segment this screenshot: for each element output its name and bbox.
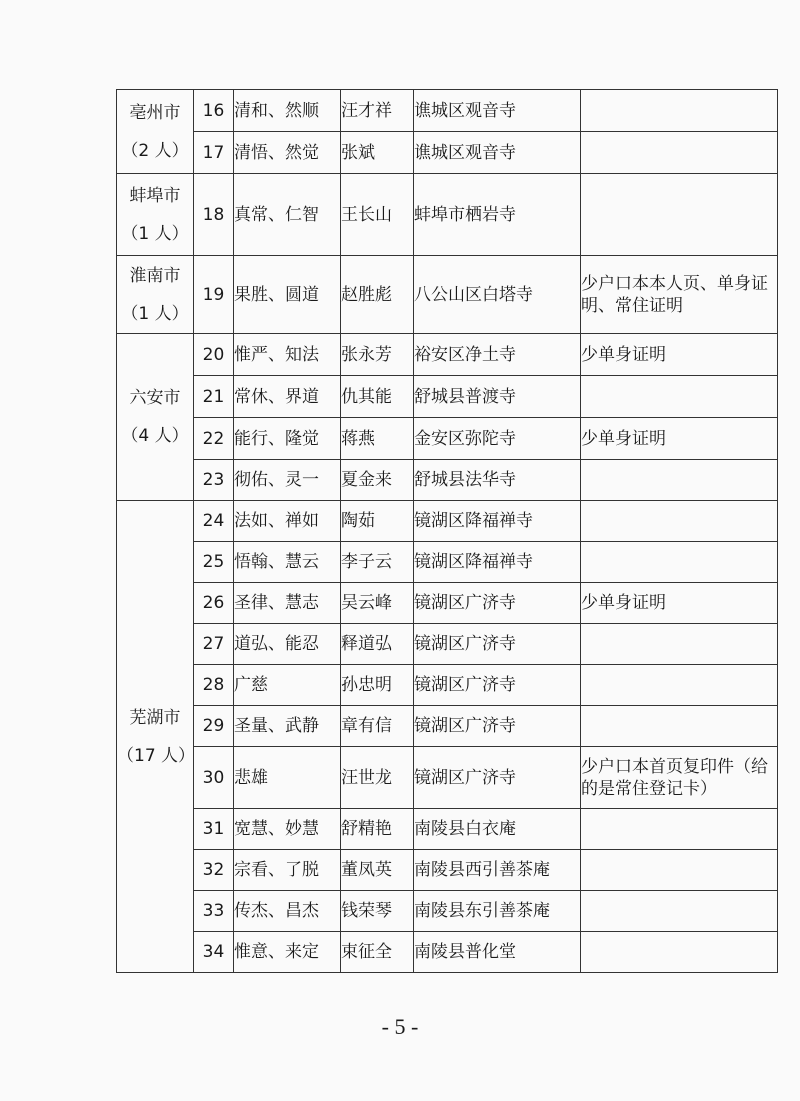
city-name: 亳州市: [129, 102, 181, 123]
table-row: [117, 376, 778, 418]
dharma-names: 广慈: [234, 665, 341, 706]
row-number: 30: [194, 747, 234, 809]
remark: [581, 90, 778, 132]
temple-name: 镜湖区广济寺: [414, 583, 581, 624]
city-count: （4 人）: [121, 426, 189, 446]
temple-name: 舒城县普渡寺: [414, 376, 581, 418]
remark: [581, 174, 778, 256]
lay-name: 吴云峰: [341, 583, 414, 624]
remark: [581, 624, 778, 665]
table-row: [117, 501, 778, 542]
row-number: 25: [194, 542, 234, 583]
dharma-names: 悟翰、慧云: [234, 542, 341, 583]
lay-name: 董凤英: [341, 850, 414, 891]
temple-name: 八公山区白塔寺: [414, 256, 581, 334]
lay-name: 孙忠明: [341, 665, 414, 706]
table-row: [117, 932, 778, 973]
row-number: 33: [194, 891, 234, 932]
row-number: 34: [194, 932, 234, 973]
remark: [581, 809, 778, 850]
lay-name: 束征全: [341, 932, 414, 973]
table-row: [117, 624, 778, 665]
city-name: 蚌埠市: [129, 185, 181, 206]
city-count: （2 人）: [121, 140, 189, 161]
temple-name: 金安区弥陀寺: [414, 418, 581, 460]
city-count: （1 人）: [121, 223, 189, 244]
table-row: [117, 583, 778, 624]
table-row: [117, 418, 778, 460]
row-number: 27: [194, 624, 234, 665]
city-name: 淮南市: [129, 265, 181, 286]
lay-name: 夏金来: [341, 460, 414, 501]
remark: [581, 932, 778, 973]
lay-name: 蒋燕: [341, 418, 414, 460]
remark: [581, 542, 778, 583]
row-number: 32: [194, 850, 234, 891]
row-number: 19: [194, 256, 234, 334]
row-number: 26: [194, 583, 234, 624]
dharma-names: 惟意、来定: [234, 932, 341, 973]
remark: [581, 376, 778, 418]
lay-name: 舒精艳: [341, 809, 414, 850]
table-row: [117, 706, 778, 747]
lay-name: 章有信: [341, 706, 414, 747]
temple-name: 蚌埠市栖岩寺: [414, 174, 581, 256]
row-number: 23: [194, 460, 234, 501]
dharma-names: 真常、仁智: [234, 174, 341, 256]
dharma-names: 彻佑、灵一: [234, 460, 341, 501]
city-count: （17 人）: [117, 745, 196, 766]
table-row: [117, 90, 778, 132]
city-count: （1 人）: [121, 303, 189, 324]
city-cell: [117, 334, 194, 501]
table-row: [117, 174, 778, 256]
lay-name: 张永芳: [341, 334, 414, 376]
temple-name: 南陵县西引善茶庵: [414, 850, 581, 891]
temple-name: 镜湖区广济寺: [414, 706, 581, 747]
lay-name: 赵胜彪: [341, 256, 414, 334]
table-row: [117, 891, 778, 932]
table-row: [117, 460, 778, 501]
dharma-names: 惟严、知法: [234, 334, 341, 376]
row-number: 17: [194, 132, 234, 174]
remark: 少单身证明: [581, 583, 778, 624]
temple-name: 镜湖区广济寺: [414, 624, 581, 665]
table-row: [117, 132, 778, 174]
dharma-names: 圣量、武静: [234, 706, 341, 747]
remark: [581, 706, 778, 747]
table-row: [117, 542, 778, 583]
remark: [581, 850, 778, 891]
dharma-names: 能行、隆觉: [234, 418, 341, 460]
city-name: 六安市: [129, 388, 181, 408]
remark: [581, 891, 778, 932]
temple-name: 镜湖区降福禅寺: [414, 501, 581, 542]
remark: 少单身证明: [581, 418, 778, 460]
row-number: 16: [194, 90, 234, 132]
lay-name: 李子云: [341, 542, 414, 583]
table-row: [117, 665, 778, 706]
remark: [581, 501, 778, 542]
temple-name: 南陵县白衣庵: [414, 809, 581, 850]
lay-name: 王长山: [341, 174, 414, 256]
dharma-names: 道弘、能忍: [234, 624, 341, 665]
city-name: 芜湖市: [129, 707, 181, 728]
temple-name: 谯城区观音寺: [414, 90, 581, 132]
lay-name: 汪世龙: [341, 747, 414, 809]
table-row: [117, 850, 778, 891]
temple-name: 镜湖区广济寺: [414, 747, 581, 809]
temple-name: 镜湖区广济寺: [414, 665, 581, 706]
ordination-roster-table: [116, 89, 778, 973]
table-row: [117, 809, 778, 850]
dharma-names: 清悟、然觉: [234, 132, 341, 174]
dharma-names: 清和、然顺: [234, 90, 341, 132]
page-number: - 5 -: [381, 1014, 419, 1039]
city-cell: [117, 501, 194, 973]
temple-name: 谯城区观音寺: [414, 132, 581, 174]
row-number: 29: [194, 706, 234, 747]
table-row: [117, 334, 778, 376]
remark: 少户口本本人页、单身证明、常住证明: [581, 256, 778, 334]
city-cell: [117, 256, 194, 334]
lay-name: 张斌: [341, 132, 414, 174]
dharma-names: 法如、禅如: [234, 501, 341, 542]
dharma-names: 果胜、圆道: [234, 256, 341, 334]
dharma-names: 宽慧、妙慧: [234, 809, 341, 850]
temple-name: 南陵县普化堂: [414, 932, 581, 973]
temple-name: 南陵县东引善茶庵: [414, 891, 581, 932]
row-number: 28: [194, 665, 234, 706]
remark: 少户口本首页复印件（给的是常住登记卡）: [581, 747, 778, 809]
temple-name: 裕安区净土寺: [414, 334, 581, 376]
remark: [581, 132, 778, 174]
row-number: 22: [194, 418, 234, 460]
row-number: 21: [194, 376, 234, 418]
temple-name: 镜湖区降福禅寺: [414, 542, 581, 583]
dharma-names: 传杰、昌杰: [234, 891, 341, 932]
dharma-names: 宗看、了脱: [234, 850, 341, 891]
row-number: 18: [194, 174, 234, 256]
row-number: 24: [194, 501, 234, 542]
dharma-names: 悲雄: [234, 747, 341, 809]
dharma-names: 圣律、慧志: [234, 583, 341, 624]
lay-name: 释道弘: [341, 624, 414, 665]
table-row: [117, 256, 778, 334]
lay-name: 钱荣琴: [341, 891, 414, 932]
temple-name: 舒城县法华寺: [414, 460, 581, 501]
remark: [581, 665, 778, 706]
lay-name: 陶茹: [341, 501, 414, 542]
row-number: 31: [194, 809, 234, 850]
lay-name: 仇其能: [341, 376, 414, 418]
city-cell: [117, 90, 194, 174]
lay-name: 汪才祥: [341, 90, 414, 132]
dharma-names: 常休、界道: [234, 376, 341, 418]
row-number: 20: [194, 334, 234, 376]
table-row: [117, 747, 778, 809]
remark: [581, 460, 778, 501]
city-cell: [117, 174, 194, 256]
remark: 少单身证明: [581, 334, 778, 376]
